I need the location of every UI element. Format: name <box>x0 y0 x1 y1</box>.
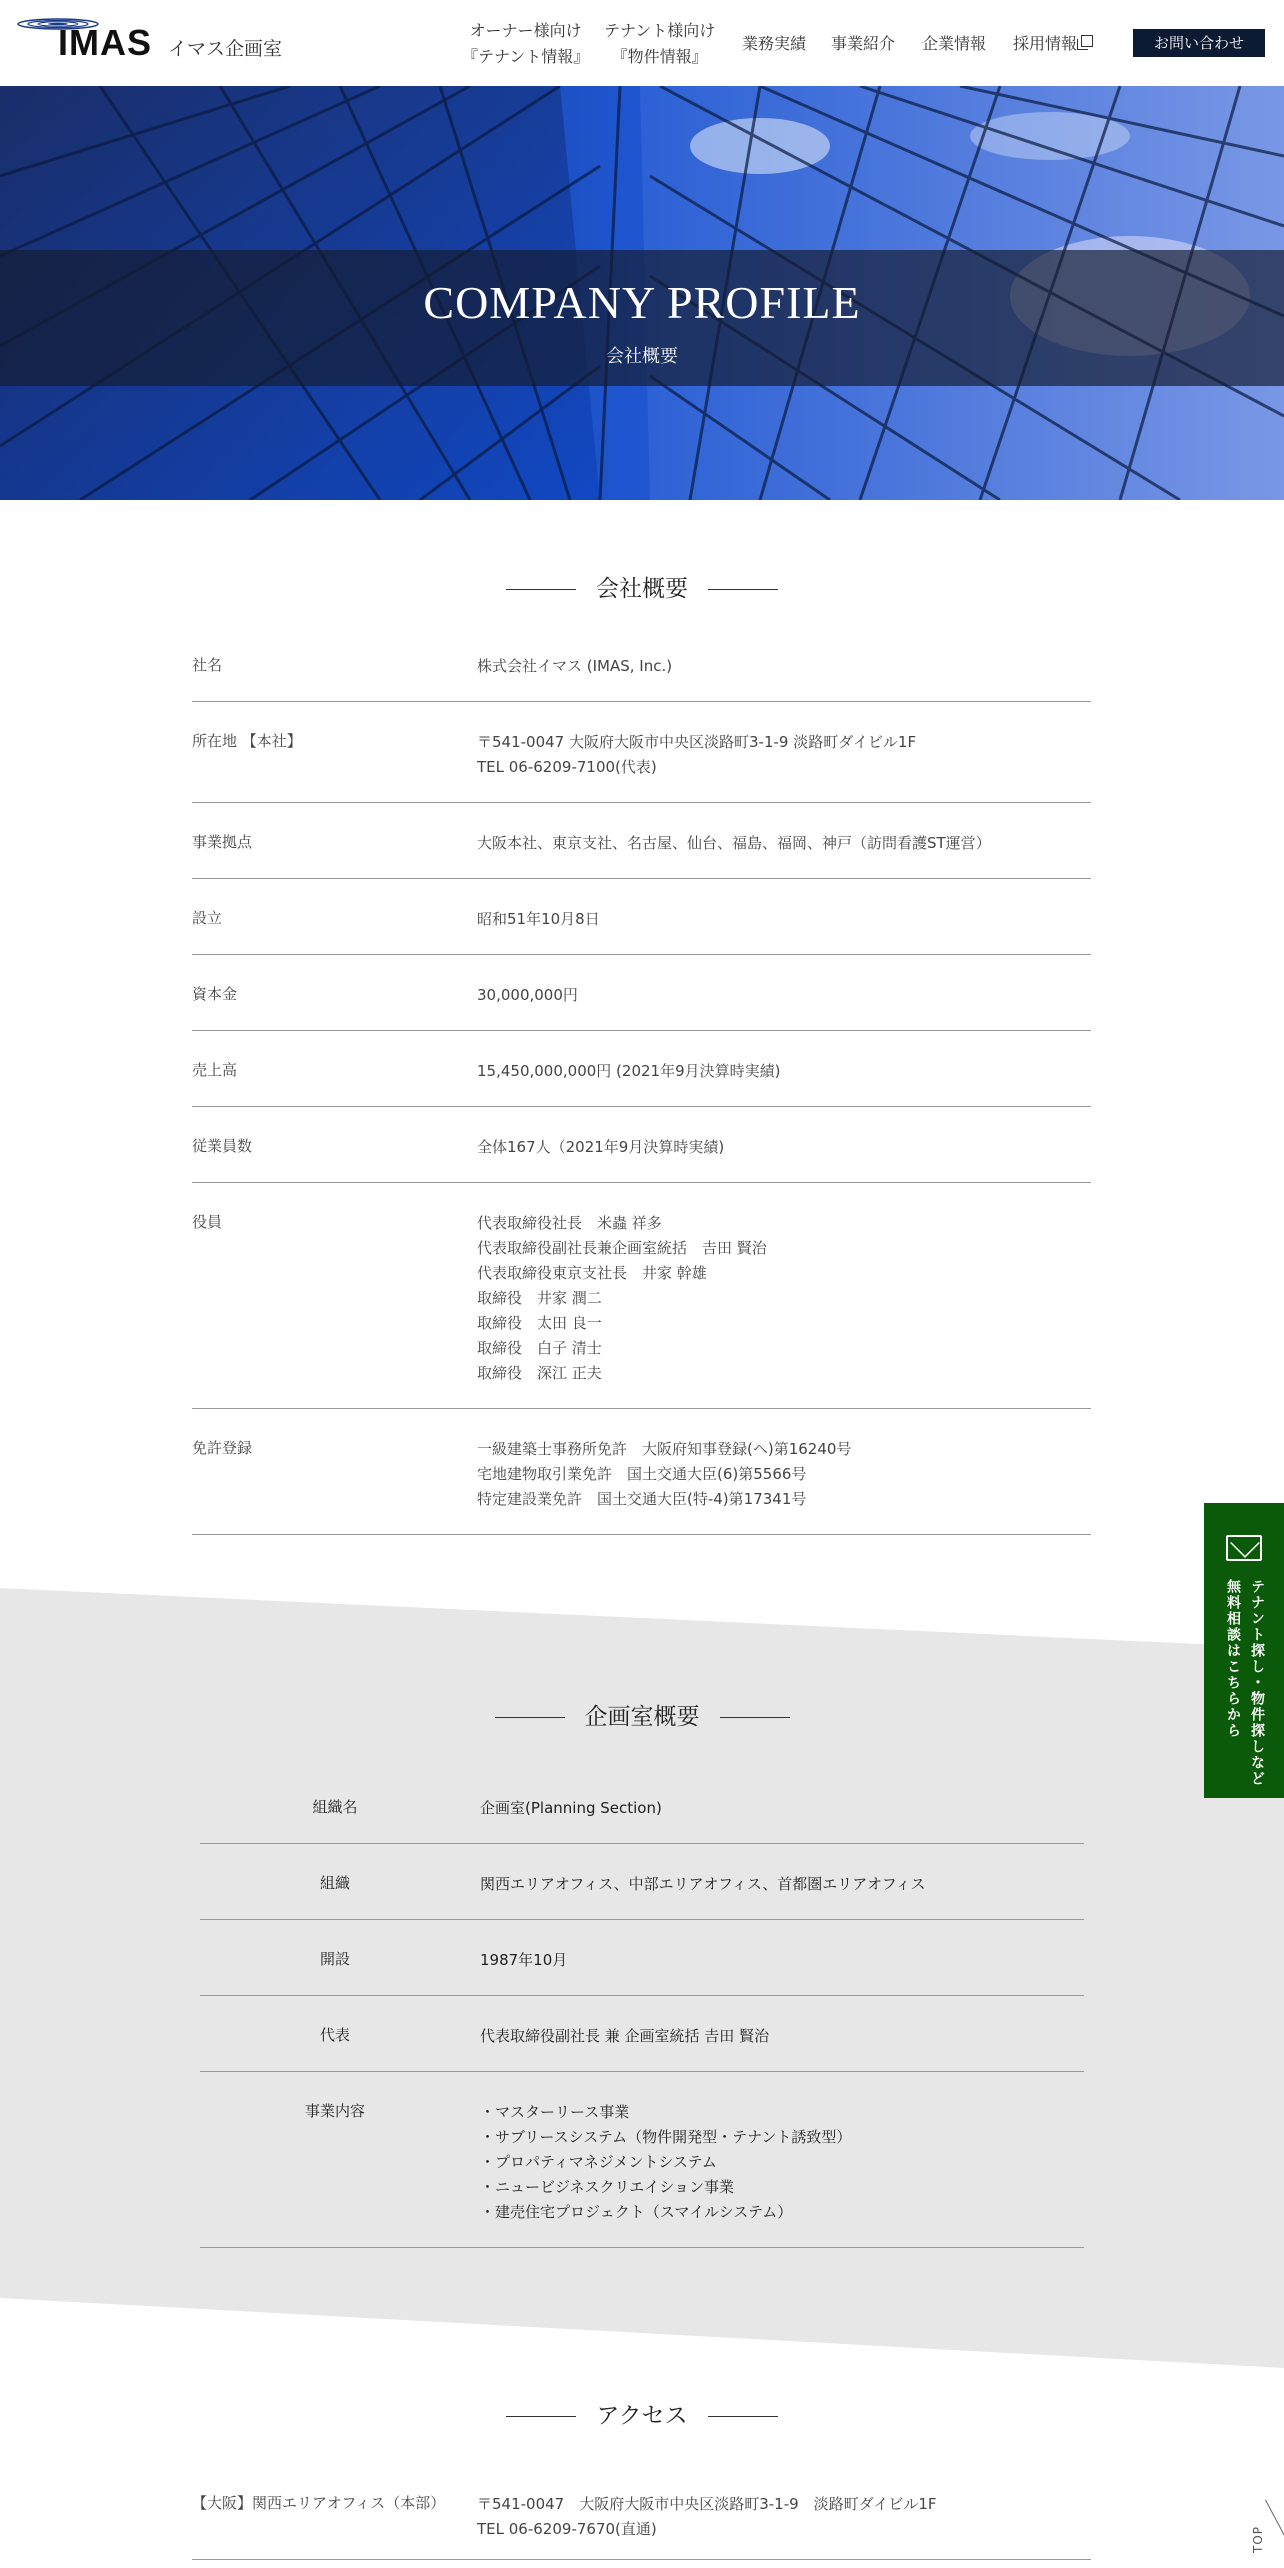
heading-rule <box>708 589 778 590</box>
row-value-line: 株式会社イマス (IMAS, Inc.) <box>477 657 673 675</box>
heading-rule <box>506 589 576 590</box>
back-to-top-label: TOP <box>1251 2526 1265 2554</box>
row-value-line: 大阪本社、東京支社、名古屋、仙台、福島、福岡、神戸（訪問看護ST運営） <box>477 834 991 852</box>
section-heading-access-text: アクセス <box>596 2403 688 2429</box>
row-value <box>480 1768 1084 1843</box>
page-subtitle: 会社概要 <box>606 346 678 367</box>
row-value-line: 一級建築士事務所免許 大阪府知事登録(ヘ)第16240号 <box>477 1440 852 1458</box>
site-name[interactable]: イマス企画室 <box>168 38 283 60</box>
nav-owner-line1: オーナー様向け <box>469 21 582 40</box>
nav-tenant-line1: テナント様向け <box>604 21 716 40</box>
table-row <box>200 1996 1084 2072</box>
contact-button[interactable]: お問い合わせ <box>1133 29 1265 57</box>
table-row <box>200 1768 1084 1844</box>
row-value <box>480 2072 1084 2247</box>
row-label: 社名 <box>192 656 223 674</box>
table-row <box>192 1409 1091 1535</box>
row-value-line: 代表取締役社長 米蟲 祥多 <box>477 1214 662 1232</box>
row-label: 売上高 <box>192 1061 238 1079</box>
row-label: 資本金 <box>192 985 238 1003</box>
nav-owner-line2: 『テナント情報』 <box>462 47 590 66</box>
heading-rule <box>708 2416 778 2417</box>
logo-text[interactable]: IMAS <box>58 22 152 63</box>
nav-owner[interactable] <box>462 18 589 70</box>
row-value-line: 関西エリアオフィス、中部エリアオフィス、首都圏エリアオフィス <box>480 1875 926 1893</box>
site-header <box>0 0 1284 86</box>
row-value <box>477 1183 1091 1408</box>
table-row <box>192 803 1091 879</box>
row-value-line: ・ニュービジネスクリエイション事業 <box>480 2178 734 2196</box>
row-value <box>477 879 1091 954</box>
row-value <box>477 1031 1091 1106</box>
table-row <box>200 2072 1084 2248</box>
row-label: 役員 <box>192 1213 223 1231</box>
table-row <box>200 1920 1084 1996</box>
row-value-line: 15,450,000,000円 (2021年9月決算時実績) <box>477 1062 781 1080</box>
row-value-line: 30,000,000円 <box>477 986 578 1004</box>
row-value-line: 1987年10月 <box>480 1951 568 1969</box>
mail-icon <box>1226 1535 1262 1561</box>
back-to-top-line <box>1265 2500 1284 2553</box>
heading-rule <box>495 1717 565 1718</box>
row-label: 代表 <box>319 2026 350 2044</box>
row-value-line: 企画室(Planning Section) <box>480 1799 662 1817</box>
row-label: 事業内容 <box>304 2102 365 2120</box>
row-value-line: 取締役 井家 潤二 <box>477 1289 602 1307</box>
row-value <box>477 803 1091 878</box>
row-label: 従業員数 <box>192 1137 253 1155</box>
row-value <box>480 1996 1084 2071</box>
section-heading-planning-text: 企画室概要 <box>584 1704 700 1730</box>
back-to-top-link[interactable] <box>1247 2500 1271 2568</box>
row-value-line: 〒541-0047 大阪府大阪市中央区淡路町3-1-9 淡路町ダイビル1F <box>477 733 917 751</box>
heading-rule <box>506 2416 576 2417</box>
banner-text-line1: テナント探し・物件探しなど <box>1249 1579 1265 1787</box>
external-link-icon <box>1081 35 1093 47</box>
row-value <box>477 626 1091 701</box>
company-table <box>192 626 1091 1535</box>
row-label: 組織 <box>319 1874 350 1892</box>
row-value-line: ・サブリースシステム（物件開発型・テナント誘致型） <box>480 2128 852 2146</box>
hero-banner <box>0 86 1284 500</box>
row-value-line: 宅地建物取引業免許 国土交通大臣(6)第5566号 <box>477 1465 807 1483</box>
row-value <box>477 955 1091 1030</box>
row-value-line: 取締役 深江 正夫 <box>477 1364 602 1382</box>
section-heading-access <box>0 2397 1284 2430</box>
access-label: 【大阪】関西エリアオフィス（本部） <box>192 2494 446 2512</box>
row-label: 組織名 <box>312 1798 358 1816</box>
row-value-line: 代表取締役副社長 兼 企画室統括 𠮷田 賢治 <box>480 2027 770 2045</box>
nav-recruit-label: 採用情報 <box>1013 34 1078 53</box>
page-title: COMPANY PROFILE <box>423 277 861 328</box>
section-heading-company <box>0 570 1284 603</box>
row-value-line: 特定建設業免許 国土交通大臣(特-4)第17341号 <box>477 1490 807 1508</box>
table-row <box>192 955 1091 1031</box>
row-value-line: 取締役 太田 良一 <box>477 1314 602 1332</box>
heading-rule <box>720 1717 790 1718</box>
row-label: 開設 <box>319 1950 350 1968</box>
row-value-line: 昭和51年10月8日 <box>477 910 600 928</box>
nav-business[interactable]: 事業紹介 <box>831 34 896 53</box>
planning-table <box>200 1768 1084 2248</box>
table-row <box>192 1031 1091 1107</box>
row-value-line: TEL 06-6209-7100(代表) <box>477 758 657 776</box>
access-tel: TEL 06-6209-7670(直通) <box>477 2520 657 2538</box>
table-row <box>192 702 1091 803</box>
table-row <box>192 626 1091 702</box>
row-value-line: 全体167人（2021年9月決算時実績) <box>477 1138 725 1156</box>
nav-recruit[interactable] <box>1013 31 1093 57</box>
row-label: 免許登録 <box>192 1439 253 1457</box>
row-value-line: ・マスターリース事業 <box>480 2103 630 2121</box>
banner-text-line2: 無料相談はこちらから <box>1225 1579 1241 1739</box>
section-heading-company-text: 会社概要 <box>596 576 688 602</box>
row-value <box>477 1409 1091 1534</box>
table-row <box>192 1183 1091 1409</box>
row-value <box>480 1844 1084 1919</box>
table-row <box>192 1107 1091 1183</box>
row-value-line: 代表取締役副社長兼企画室統括 𠮷田 賢治 <box>477 1239 767 1257</box>
row-value <box>480 1920 1084 1995</box>
nav-tenant-line2: 『物件情報』 <box>611 47 708 66</box>
row-value <box>477 1107 1091 1182</box>
access-value <box>477 2492 937 2542</box>
nav-results[interactable]: 業務実績 <box>742 34 807 53</box>
row-value-line: 代表取締役東京支社長 井家 幹雄 <box>477 1264 707 1282</box>
free-consultation-banner[interactable] <box>1204 1503 1284 1798</box>
access-row <box>192 2480 1091 2560</box>
row-value <box>477 702 1091 802</box>
row-label: 所在地 【本社】 <box>192 732 302 750</box>
row-value-line: 取締役 白子 清士 <box>477 1339 602 1357</box>
access-address: 〒541-0047 大阪府大阪市中央区淡路町3-1-9 淡路町ダイビル1F <box>477 2495 937 2513</box>
nav-company[interactable]: 企業情報 <box>922 34 987 53</box>
row-label: 事業拠点 <box>192 833 253 851</box>
row-value-line: ・建売住宅プロジェクト（スマイルシステム） <box>480 2203 793 2221</box>
table-row <box>200 1844 1084 1920</box>
section-heading-planning <box>0 1698 1284 1731</box>
row-value-line: ・プロパティマネジメントシステム <box>480 2153 717 2171</box>
table-row <box>192 879 1091 955</box>
nav-tenant[interactable] <box>604 18 715 70</box>
row-label: 設立 <box>192 909 223 927</box>
